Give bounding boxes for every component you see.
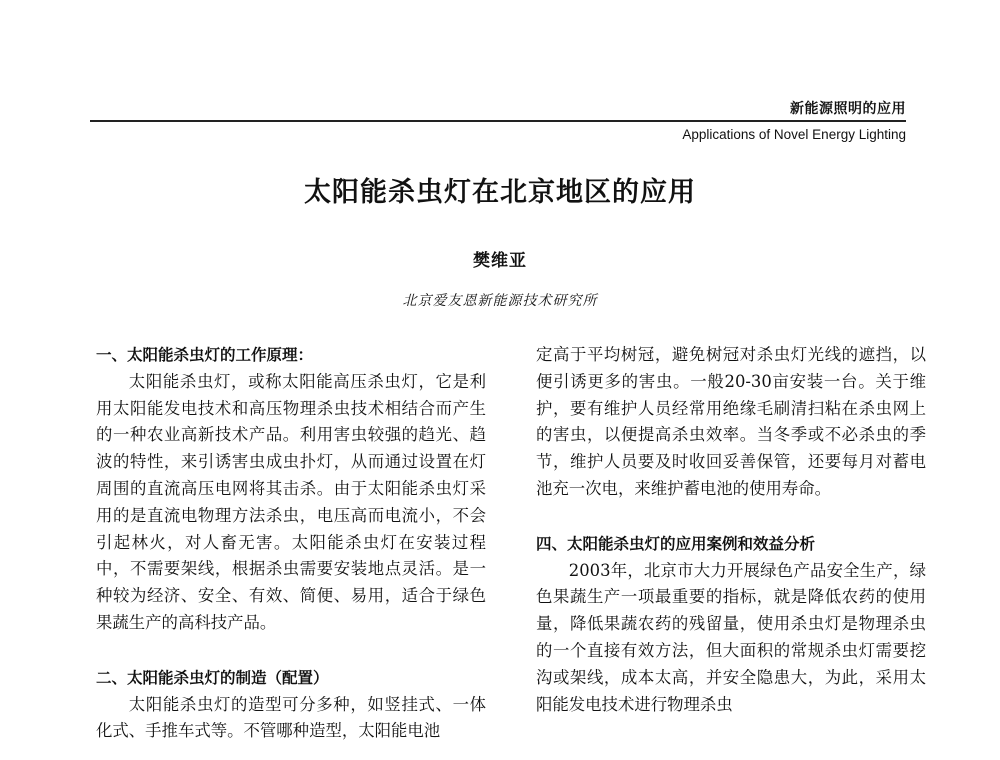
article-author: 樊维亚 [473, 251, 527, 271]
section-header-chinese: 新能源照明的应用 [790, 101, 906, 117]
header-rule [90, 120, 906, 122]
section-paragraph-4: 2003年，北京市大力开展绿色产品安全生产，绿色果蔬生产一项最重要的指标，就是降低农药的使用量，降低果蔬农药的残留量，使用杀虫灯是物理杀虫的一个直接有效方法，但大面积的常规杀虫灯需要挖沟或架线，成本太高，并安全隐患大，为此，采用太阳能发电技术进行物理杀虫 [536, 560, 926, 714]
section-heading-1: 一、太阳能杀虫灯的工作原理： [96, 346, 314, 364]
section-paragraph-1: 太阳能杀虫灯，或称太阳能高压杀虫灯，它是利用太阳能发电技术和高压物理杀虫技术相结合而产生的一种农业高新技术产品。利用害虫较强的趋光、趋波的特性，来引诱害虫成虫扑灯，从而通过设置在灯周围的直流高压电网将其击杀。由于太阳能杀虫灯采用的是直流电物理方法杀虫，电压高而电流小，不会引起林火，对人畜无害。太阳能杀虫灯在安装过程中，不需要架线，根据杀虫需要安装地点灵活。是一种较为经济、安全、有效、简便、易用，适合于绿色果蔬生产的高科技产品。 [96, 371, 486, 632]
section-paragraph-2: 太阳能杀虫灯的造型可分多种，如竖挂式、一体化式、手推车式等。不管哪种造型，太阳能电池 [96, 694, 486, 741]
section-header-english: Applications of Novel Energy Lighting [682, 127, 906, 142]
author-affiliation: 北京爱友恩新能源技术研究所 [402, 293, 598, 309]
right-column [536, 342, 926, 718]
section-paragraph-continued: 定高于平均树冠，避免树冠对杀虫灯光线的遮挡，以便引诱更多的害虫。一般20-30亩安装一台。关于维护，要有维护人员经常用绝缘毛刷清扫粘在杀虫网上的害虫，以便提高杀虫效率。当冬季或不必杀虫的季节，维护人员要及时收回妥善保管，还要每月对蓄电池充一次电，来维护蓄电池的使用寿命。 [536, 345, 926, 498]
article-title: 太阳能杀虫灯在北京地区的应用 [304, 177, 696, 208]
section-heading-4: 四、太阳能杀虫灯的应用案例和效益分析 [536, 534, 816, 553]
section-heading-2: 二、太阳能杀虫灯的制造（配置） [96, 668, 329, 687]
left-column [96, 342, 486, 745]
